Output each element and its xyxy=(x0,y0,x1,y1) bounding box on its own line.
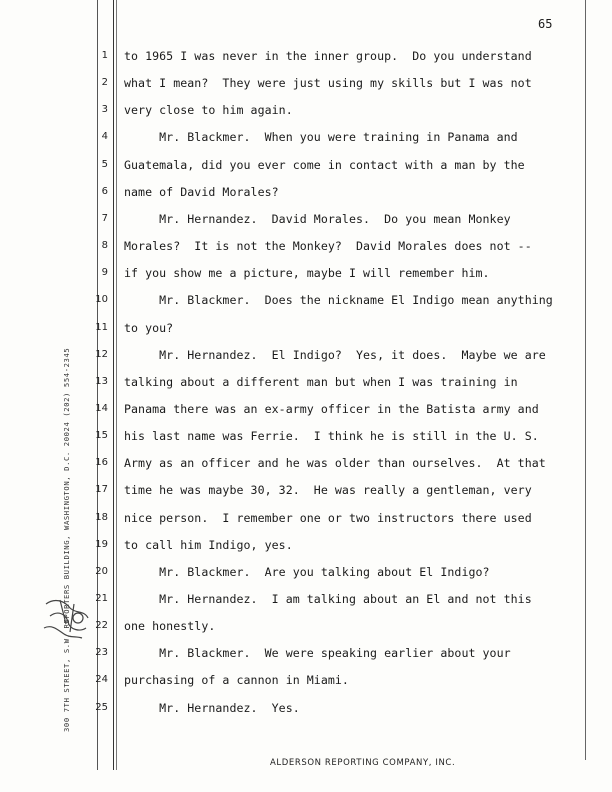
transcript-line: very close to him again. xyxy=(124,103,293,118)
transcript-line: name of David Morales? xyxy=(124,184,279,199)
transcript-line: if you show me a picture, maybe I will remember him. xyxy=(124,266,490,281)
line-number: 1 xyxy=(101,50,108,61)
transcript-line: Guatemala, did you ever come in contact with a man by the xyxy=(124,157,525,172)
transcript-line: his last name was Ferrie. I think he is still in the U. S. xyxy=(124,429,539,444)
line-number: 19 xyxy=(95,538,108,550)
transcript-line: Panama there was an ex-army officer in the Batista army and xyxy=(124,401,539,416)
line-number: 7 xyxy=(101,212,108,224)
line-number: 16 xyxy=(95,457,108,469)
line-number: 15 xyxy=(95,430,108,442)
line-number: 21 xyxy=(95,593,108,604)
reporting-company-footer: ALDERSON REPORTING COMPANY, INC. xyxy=(270,758,456,768)
text-margin-rule xyxy=(113,0,114,770)
transcript-line: Mr. Blackmer. When you were training in Panama and xyxy=(124,130,518,145)
line-number: 14 xyxy=(95,402,108,414)
line-number: 8 xyxy=(101,240,108,252)
line-number: 17 xyxy=(95,484,108,496)
transcript-line: Mr. Hernandez. El Indigo? Yes, it does. Maybe we are xyxy=(124,347,546,362)
line-number: 22 xyxy=(95,620,108,632)
transcript-line: what I mean? They were just using my skills but I was not xyxy=(124,76,532,91)
line-number: 6 xyxy=(101,185,108,197)
transcript-line: to 1965 I was never in the inner group. Do you understand xyxy=(124,49,532,63)
line-number: 13 xyxy=(95,375,108,387)
transcript-line: time he was maybe 30, 32. He was really a gentleman, very xyxy=(124,483,532,498)
transcript-line: Mr. Hernandez. Yes. xyxy=(124,700,300,715)
transcript-line: Army as an officer and he was older than ourselves. At that xyxy=(124,456,546,471)
line-number: 3 xyxy=(101,104,108,116)
transcript-line: Mr. Hernandez. I am talking about an El and not this xyxy=(124,592,532,606)
line-number: 5 xyxy=(101,158,108,170)
transcript-line: Mr. Hernandez. David Morales. Do you mean Monkey xyxy=(124,211,511,226)
transcript-line: Mr. Blackmer. Are you talking about El Indigo? xyxy=(124,564,490,579)
transcript-line: one honestly. xyxy=(124,619,216,634)
line-number: 24 xyxy=(95,674,108,686)
transcript-line: Morales? It is not the Monkey? David Morales does not -- xyxy=(124,239,532,254)
transcript-line: purchasing of a cannon in Miami. xyxy=(124,673,349,688)
text-margin-rule-inner xyxy=(116,0,117,770)
transcript-line: to you? xyxy=(124,320,174,335)
reporter-address-sidebar: 300 7TH STREET, S.W. REPORTERS BUILDING, WASHINGTON, D.C. 20024 (202) 554-2345 xyxy=(62,347,71,732)
transcript-line: talking about a different man but when I was training in xyxy=(124,374,518,389)
line-number: 12 xyxy=(95,348,108,360)
line-number: 4 xyxy=(101,131,108,143)
page-number: 65 xyxy=(538,17,553,31)
line-number: 23 xyxy=(95,647,108,659)
transcript-line: Mr. Blackmer. Does the nickname El Indigo mean anything xyxy=(124,293,553,308)
line-number: 9 xyxy=(101,267,108,279)
line-number: 25 xyxy=(95,701,108,713)
transcript-line: Mr. Blackmer. We were speaking earlier about your xyxy=(124,646,511,661)
line-number: 10 xyxy=(95,294,108,306)
line-number: 2 xyxy=(101,77,108,89)
line-number: 11 xyxy=(95,321,108,333)
right-margin-rule xyxy=(585,0,586,760)
line-number: 18 xyxy=(95,511,108,523)
line-number: 20 xyxy=(95,565,108,577)
transcript-line: nice person. I remember one or two instructors there used xyxy=(124,510,532,525)
transcript-line: to call him Indigo, yes. xyxy=(124,537,293,552)
